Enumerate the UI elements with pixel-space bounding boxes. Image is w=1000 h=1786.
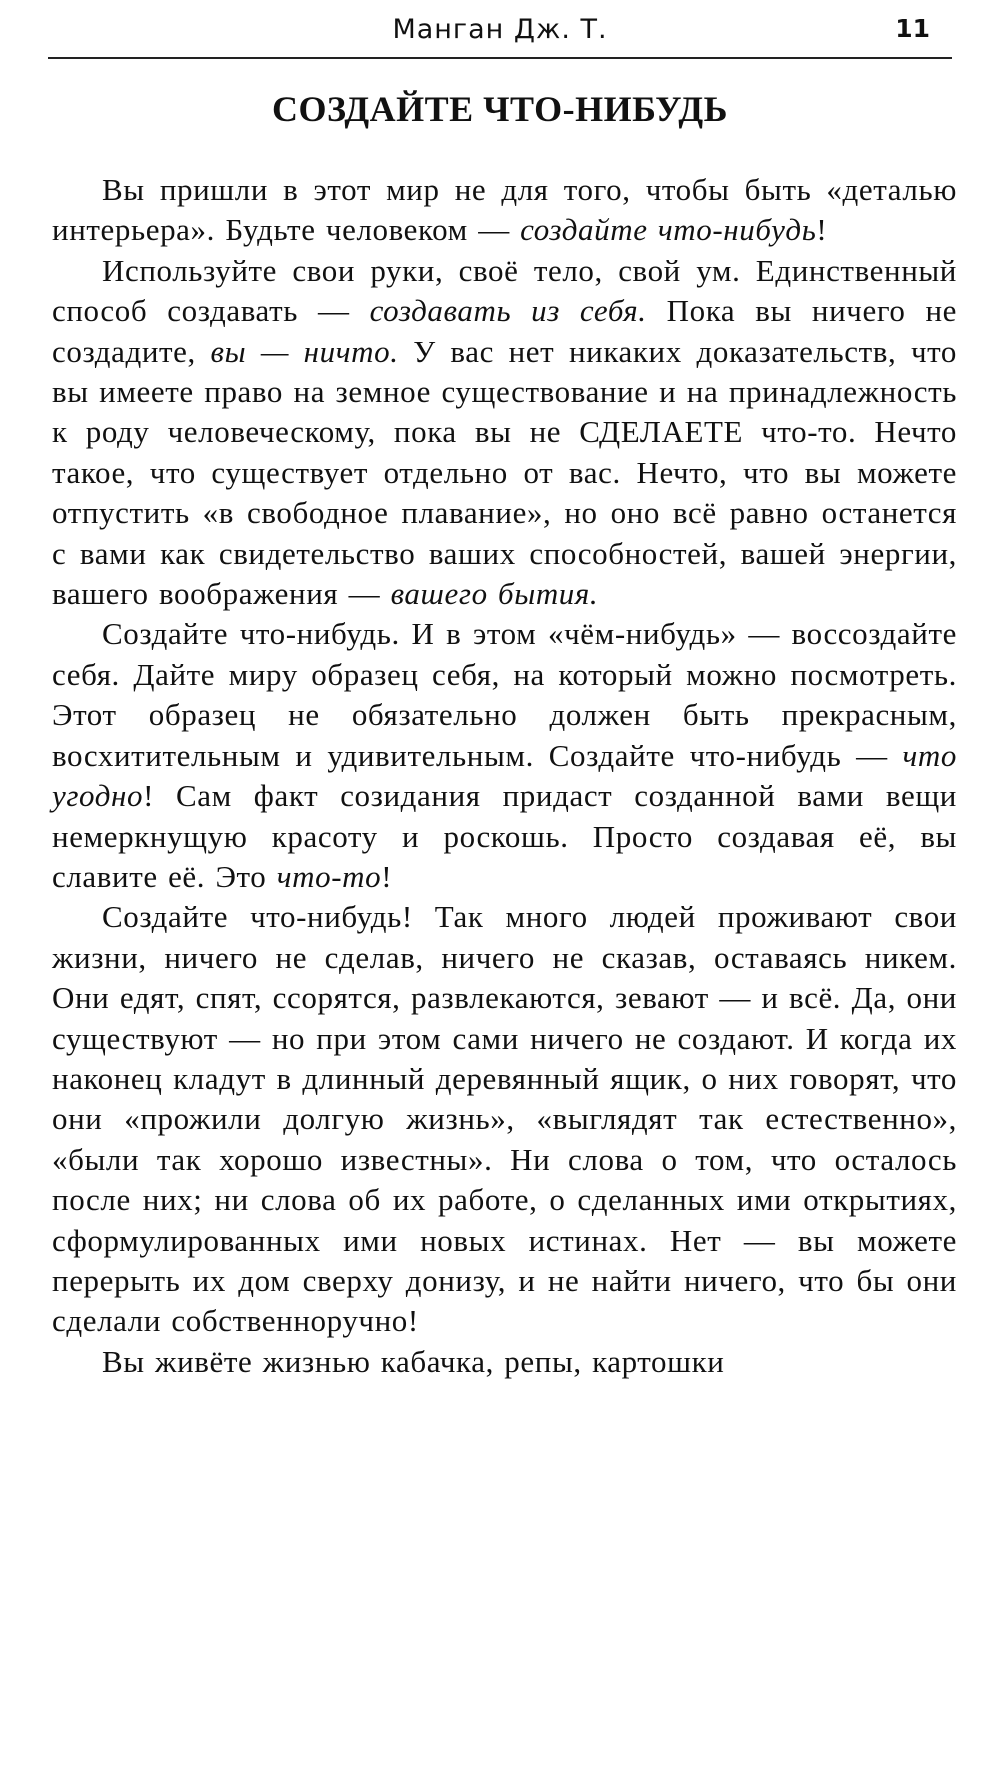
header-divider	[48, 57, 952, 59]
paragraph-3	[52, 614, 957, 897]
text-run: Создайте что-нибудь! Так много людей проживают свои жизни, ничего не сделав, ничего не сказав, оставаясь никем. Они едят, спят, ссорятся, развлекаются, зевают — и всё. Да, они существуют — но при этом сами ничего не создают. И когда их наконец кладут в длинный деревянный ящик, о них говорят, что они «прожили долгую жизнь», «выглядят так естественно», «были так хорошо известны». Ни слова о том, что осталось после них; ни слова об их работе, о сделанных ими открытиях, сформулированных ими новых истинах. Нет — вы можете перерыть их дом сверху донизу, и не найти ничего, что бы они сделали собственноручно!	[52, 899, 957, 1339]
text-run: Вы живёте жизнью кабачка, репы, картошки	[102, 1343, 725, 1379]
paragraph-2	[52, 251, 957, 615]
paragraph-1	[52, 170, 957, 251]
italic-text: что-то	[276, 858, 382, 894]
italic-text: создайте что-нибудь	[520, 212, 817, 248]
italic-text: что угодно	[52, 737, 957, 814]
page-number: 11	[895, 14, 930, 43]
paragraph-4	[52, 897, 957, 1341]
text-run: !	[816, 212, 828, 248]
text-run: Вы пришли в этот мир не для того, чтобы быть «деталью интерьера». Будьте человеком —	[52, 172, 957, 248]
text-run: Пока вы ничего не создадите,	[52, 293, 958, 369]
italic-text: создавать из себя.	[369, 293, 647, 329]
text-run: Используйте свои руки, своё тело, свой ум. Единственный способ создавать —	[52, 252, 957, 329]
text-run: У вас нет никаких доказательств, что вы имеете право на земное существование и на принадлежность к роду человеческому, пока вы не СДЕЛАЕТЕ что-то. Нечто такое, что существует отдельно от вас. Нечто, что вы можете отпустить «в свободное плавание», но оно всё равно останется с вами как свидетельство ваших способностей, вашей энергии, вашего воображения —	[52, 333, 958, 612]
text-run: !	[381, 858, 393, 894]
paragraph-5	[52, 1342, 957, 1382]
italic-text: вы — ничто.	[210, 333, 399, 369]
text-run: ! Сам факт созидания придаст созданной вами вещи немеркнущую красоту и роскошь. Просто создавая её, вы славите её. Это	[52, 778, 957, 894]
italic-text: вашего бытия.	[390, 576, 599, 612]
chapter-title: СОЗДАЙТЕ ЧТО-НИБУДЬ	[272, 89, 728, 129]
text-run: Создайте что-нибудь. И в этом «чём-нибудь» — воссоздайте себя. Дайте миру образец себя, на который можно посмотреть. Этот образец не обязательно должен быть прекрасным, восхитительным и удивительным. Создайте что-нибудь —	[52, 616, 957, 773]
body-text	[52, 170, 957, 1382]
running-header-author: Манган Дж. Т.	[392, 14, 608, 45]
running-header	[48, 14, 952, 62]
